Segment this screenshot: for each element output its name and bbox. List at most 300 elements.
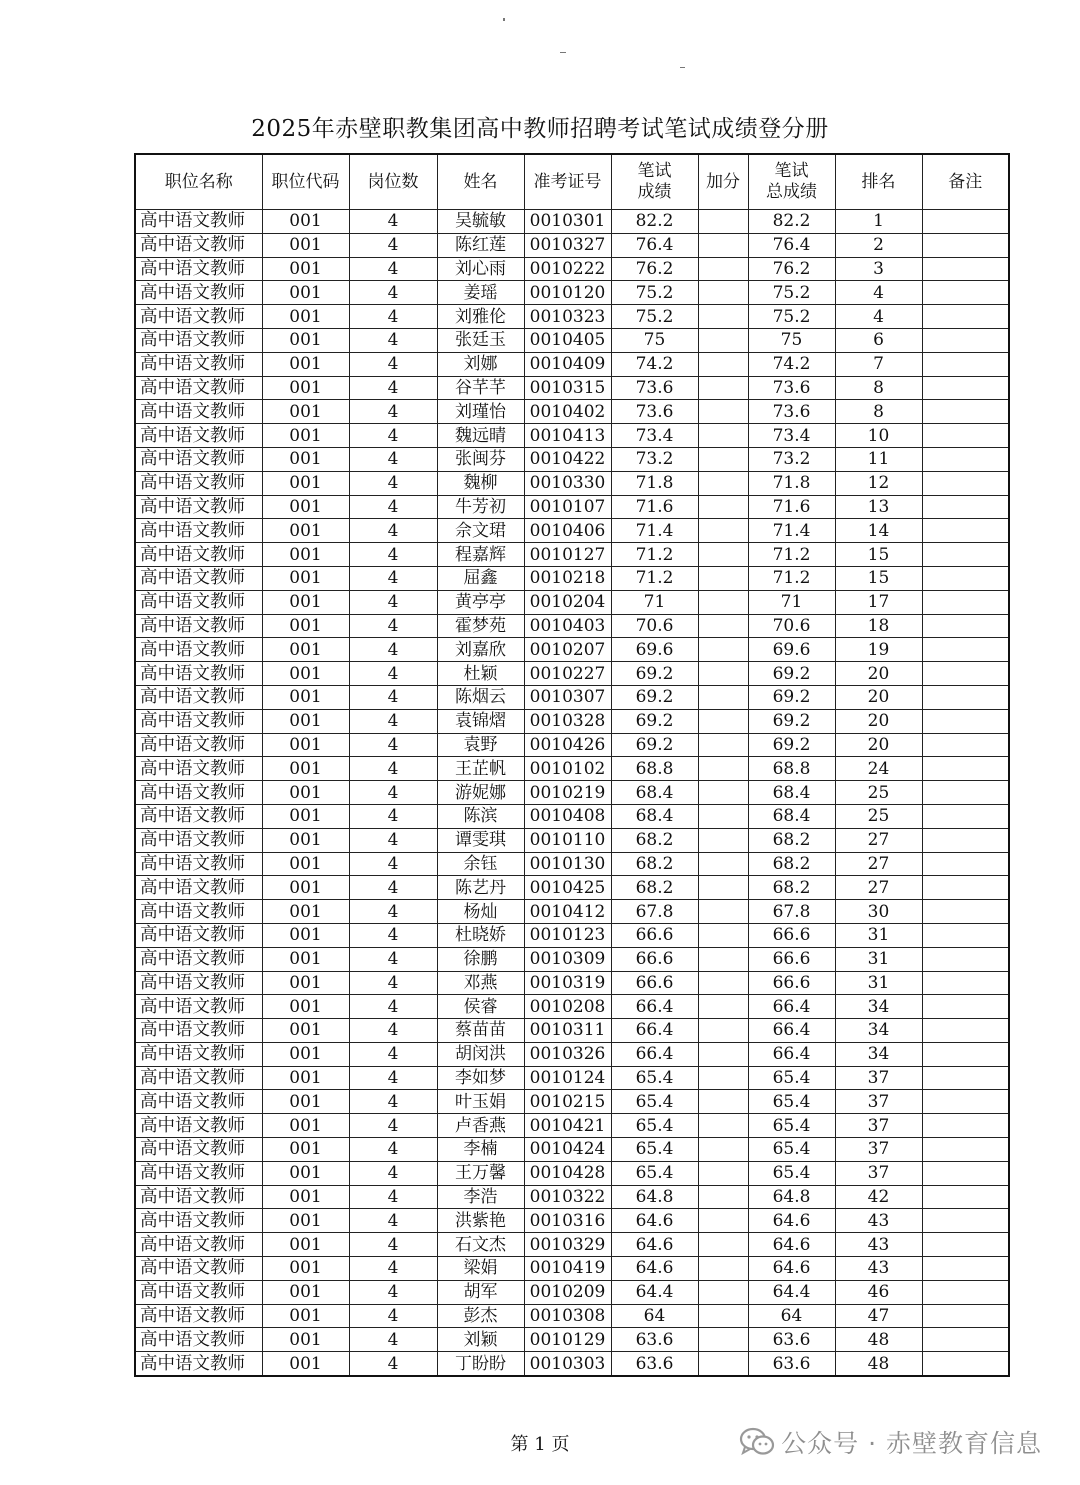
cell-position: 高中语文教师 [135,852,262,876]
cell-name: 洪紫艳 [437,1209,524,1233]
cell-quota: 4 [349,995,437,1019]
table-row [135,709,1009,733]
cell-written-score: 69.6 [611,638,698,662]
cell-remark [922,614,1009,638]
scan-speck [560,52,566,53]
cell-name: 丁盼盼 [437,1352,524,1376]
cell-bonus [698,1090,748,1114]
cell-rank: 48 [835,1352,922,1376]
cell-code: 001 [262,995,349,1019]
cell-name: 邓燕 [437,971,524,995]
cell-written-score: 66.6 [611,971,698,995]
cell-quota: 4 [349,1209,437,1233]
table-row [135,1090,1009,1114]
cell-exam-id: 0010124 [524,1066,611,1090]
cell-remark [922,923,1009,947]
cell-total-score: 73.6 [748,400,835,424]
cell-rank: 7 [835,352,922,376]
cell-written-score: 68.2 [611,852,698,876]
table-row [135,1304,1009,1328]
cell-bonus [698,923,748,947]
cell-written-score: 71.2 [611,543,698,567]
cell-exam-id: 0010227 [524,662,611,686]
cell-exam-id: 0010419 [524,1257,611,1281]
cell-total-score: 69.2 [748,662,835,686]
cell-exam-id: 0010215 [524,1090,611,1114]
cell-remark [922,1233,1009,1257]
cell-rank: 27 [835,876,922,900]
cell-bonus [698,281,748,305]
cell-remark [922,638,1009,662]
cell-bonus [698,233,748,257]
cell-rank: 19 [835,638,922,662]
cell-written-score: 66.6 [611,923,698,947]
cell-exam-id: 0010424 [524,1138,611,1162]
cell-quota: 4 [349,1042,437,1066]
cell-quota: 4 [349,876,437,900]
cell-remark [922,1066,1009,1090]
cell-exam-id: 0010326 [524,1042,611,1066]
cell-exam-id: 0010303 [524,1352,611,1376]
table-row [135,685,1009,709]
cell-total-score: 75 [748,328,835,352]
cell-bonus [698,376,748,400]
cell-position: 高中语文教师 [135,1138,262,1162]
cell-bonus [698,757,748,781]
cell-written-score: 71.2 [611,566,698,590]
cell-written-score: 64.8 [611,1185,698,1209]
cell-code: 001 [262,495,349,519]
cell-position: 高中语文教师 [135,400,262,424]
cell-total-score: 66.4 [748,995,835,1019]
cell-exam-id: 0010102 [524,757,611,781]
cell-total-score: 74.2 [748,352,835,376]
cell-position: 高中语文教师 [135,447,262,471]
cell-rank: 10 [835,424,922,448]
cell-name: 魏柳 [437,471,524,495]
cell-position: 高中语文教师 [135,1304,262,1328]
cell-position: 高中语文教师 [135,1280,262,1304]
header-name: 姓名 [437,154,524,210]
cell-rank: 25 [835,804,922,828]
header-total-score-line2: 总成绩 [766,182,817,202]
cell-quota: 4 [349,1328,437,1352]
cell-rank: 34 [835,995,922,1019]
cell-name: 牛芳初 [437,495,524,519]
cell-remark [922,1138,1009,1162]
cell-rank: 20 [835,733,922,757]
cell-written-score: 69.2 [611,709,698,733]
cell-bonus [698,1042,748,1066]
cell-rank: 4 [835,305,922,329]
cell-code: 001 [262,1185,349,1209]
cell-rank: 30 [835,900,922,924]
cell-total-score: 68.2 [748,828,835,852]
cell-name: 蔡苗苗 [437,1019,524,1043]
cell-name: 吴毓敏 [437,210,524,234]
cell-position: 高中语文教师 [135,1090,262,1114]
cell-rank: 27 [835,828,922,852]
cell-bonus [698,828,748,852]
scan-speck [503,18,505,21]
cell-exam-id: 0010204 [524,590,611,614]
cell-code: 001 [262,828,349,852]
header-written-score-line2: 成绩 [637,182,672,202]
cell-quota: 4 [349,1257,437,1281]
cell-code: 001 [262,519,349,543]
cell-rank: 25 [835,781,922,805]
cell-remark [922,352,1009,376]
cell-rank: 8 [835,400,922,424]
cell-total-score: 71.8 [748,471,835,495]
cell-rank: 20 [835,685,922,709]
cell-bonus [698,971,748,995]
cell-total-score: 65.4 [748,1161,835,1185]
cell-rank: 37 [835,1090,922,1114]
cell-bonus [698,804,748,828]
cell-code: 001 [262,1280,349,1304]
cell-code: 001 [262,566,349,590]
cell-exam-id: 0010330 [524,471,611,495]
cell-remark [922,1161,1009,1185]
cell-code: 001 [262,424,349,448]
cell-rank: 8 [835,376,922,400]
cell-bonus [698,1138,748,1162]
cell-name: 袁野 [437,733,524,757]
cell-rank: 27 [835,852,922,876]
cell-rank: 48 [835,1328,922,1352]
cell-name: 彭杰 [437,1304,524,1328]
table-row [135,1138,1009,1162]
cell-bonus [698,947,748,971]
cell-rank: 20 [835,709,922,733]
cell-name: 屈鑫 [437,566,524,590]
cell-bonus [698,876,748,900]
table-row [135,328,1009,352]
cell-rank: 14 [835,519,922,543]
header-remark: 备注 [922,154,1009,210]
cell-exam-id: 0010319 [524,971,611,995]
cell-total-score: 73.6 [748,376,835,400]
cell-written-score: 64 [611,1304,698,1328]
document-title: 2025年赤壁职教集团高中教师招聘考试笔试成绩登分册 [251,116,829,142]
cell-exam-id: 0010301 [524,210,611,234]
cell-exam-id: 0010405 [524,328,611,352]
cell-written-score: 71.8 [611,471,698,495]
table-row [135,1280,1009,1304]
cell-name: 李如梦 [437,1066,524,1090]
cell-code: 001 [262,376,349,400]
header-bonus: 加分 [698,154,748,210]
cell-remark [922,852,1009,876]
cell-bonus [698,1185,748,1209]
cell-bonus [698,210,748,234]
cell-position: 高中语文教师 [135,1328,262,1352]
cell-position: 高中语文教师 [135,1257,262,1281]
cell-rank: 47 [835,1304,922,1328]
cell-written-score: 64.6 [611,1233,698,1257]
cell-position: 高中语文教师 [135,352,262,376]
header-position-code: 职位代码 [262,154,349,210]
cell-bonus [698,1209,748,1233]
cell-remark [922,804,1009,828]
cell-position: 高中语文教师 [135,210,262,234]
cell-remark [922,757,1009,781]
table-row [135,947,1009,971]
cell-code: 001 [262,1257,349,1281]
cell-total-score: 64 [748,1304,835,1328]
cell-total-score: 65.4 [748,1066,835,1090]
cell-remark [922,210,1009,234]
cell-remark [922,1328,1009,1352]
cell-bonus [698,352,748,376]
cell-exam-id: 0010219 [524,781,611,805]
table-row [135,781,1009,805]
cell-rank: 15 [835,566,922,590]
cell-bonus [698,590,748,614]
cell-exam-id: 0010110 [524,828,611,852]
cell-name: 陈滨 [437,804,524,828]
cell-code: 001 [262,638,349,662]
cell-written-score: 67.8 [611,900,698,924]
cell-total-score: 70.6 [748,614,835,638]
cell-quota: 4 [349,947,437,971]
cell-name: 胡军 [437,1280,524,1304]
cell-written-score: 66.4 [611,995,698,1019]
cell-bonus [698,638,748,662]
cell-bonus [698,852,748,876]
table-row [135,1114,1009,1138]
cell-rank: 17 [835,590,922,614]
cell-remark [922,876,1009,900]
cell-name: 游妮娜 [437,781,524,805]
cell-quota: 4 [349,662,437,686]
cell-code: 001 [262,1304,349,1328]
cell-rank: 2 [835,233,922,257]
cell-quota: 4 [349,590,437,614]
cell-position: 高中语文教师 [135,614,262,638]
cell-total-score: 66.6 [748,971,835,995]
cell-exam-id: 0010425 [524,876,611,900]
cell-name: 姜瑶 [437,281,524,305]
table-row [135,1233,1009,1257]
table-row [135,1161,1009,1185]
cell-name: 杜颖 [437,662,524,686]
cell-bonus [698,566,748,590]
cell-written-score: 68.2 [611,828,698,852]
cell-name: 黄亭亭 [437,590,524,614]
cell-code: 001 [262,590,349,614]
table-row [135,1066,1009,1090]
cell-quota: 4 [349,447,437,471]
score-table-wrapper [134,153,1008,1377]
cell-remark [922,1280,1009,1304]
cell-remark [922,1209,1009,1233]
cell-name: 石文杰 [437,1233,524,1257]
cell-position: 高中语文教师 [135,757,262,781]
cell-rank: 13 [835,495,922,519]
cell-remark [922,447,1009,471]
table-row [135,376,1009,400]
cell-code: 001 [262,662,349,686]
cell-rank: 18 [835,614,922,638]
cell-position: 高中语文教师 [135,1019,262,1043]
table-row [135,352,1009,376]
cell-total-score: 65.4 [748,1138,835,1162]
cell-rank: 37 [835,1114,922,1138]
cell-written-score: 70.6 [611,614,698,638]
cell-code: 001 [262,281,349,305]
cell-rank: 6 [835,328,922,352]
cell-exam-id: 0010403 [524,614,611,638]
cell-quota: 4 [349,614,437,638]
cell-position: 高中语文教师 [135,1066,262,1090]
header-position-name: 职位名称 [135,154,262,210]
cell-code: 001 [262,971,349,995]
cell-total-score: 64.6 [748,1257,835,1281]
cell-position: 高中语文教师 [135,709,262,733]
cell-code: 001 [262,733,349,757]
cell-written-score: 73.2 [611,447,698,471]
cell-position: 高中语文教师 [135,233,262,257]
cell-position: 高中语文教师 [135,947,262,971]
cell-name: 霍梦苑 [437,614,524,638]
table-row [135,1209,1009,1233]
cell-code: 001 [262,757,349,781]
cell-written-score: 71 [611,590,698,614]
cell-quota: 4 [349,210,437,234]
cell-code: 001 [262,471,349,495]
cell-total-score: 71.2 [748,543,835,567]
cell-written-score: 65.4 [611,1066,698,1090]
cell-position: 高中语文教师 [135,733,262,757]
cell-quota: 4 [349,804,437,828]
cell-exam-id: 0010329 [524,1233,611,1257]
cell-name: 袁锦熠 [437,709,524,733]
cell-total-score: 64.6 [748,1209,835,1233]
table-row [135,733,1009,757]
cell-written-score: 63.6 [611,1352,698,1376]
header-quota: 岗位数 [349,154,437,210]
cell-quota: 4 [349,1352,437,1376]
cell-bonus [698,305,748,329]
cell-written-score: 69.2 [611,733,698,757]
cell-quota: 4 [349,1280,437,1304]
cell-name: 李浩 [437,1185,524,1209]
cell-total-score: 69.6 [748,638,835,662]
cell-written-score: 68.4 [611,781,698,805]
cell-name: 李楠 [437,1138,524,1162]
cell-position: 高中语文教师 [135,471,262,495]
cell-total-score: 66.6 [748,923,835,947]
cell-quota: 4 [349,1233,437,1257]
cell-code: 001 [262,1138,349,1162]
cell-remark [922,233,1009,257]
cell-total-score: 82.2 [748,210,835,234]
cell-quota: 4 [349,638,437,662]
cell-bonus [698,328,748,352]
cell-total-score: 75.2 [748,305,835,329]
cell-remark [922,376,1009,400]
cell-code: 001 [262,1328,349,1352]
cell-bonus [698,995,748,1019]
cell-quota: 4 [349,1304,437,1328]
cell-total-score: 64.6 [748,1233,835,1257]
cell-total-score: 63.6 [748,1328,835,1352]
cell-written-score: 63.6 [611,1328,698,1352]
cell-written-score: 75 [611,328,698,352]
cell-remark [922,1019,1009,1043]
cell-rank: 4 [835,281,922,305]
cell-exam-id: 0010107 [524,495,611,519]
cell-rank: 31 [835,971,922,995]
cell-rank: 1 [835,210,922,234]
cell-quota: 4 [349,257,437,281]
cell-exam-id: 0010413 [524,424,611,448]
cell-written-score: 76.2 [611,257,698,281]
cell-quota: 4 [349,923,437,947]
cell-rank: 31 [835,947,922,971]
cell-quota: 4 [349,1114,437,1138]
cell-name: 佘文珺 [437,519,524,543]
table-row [135,900,1009,924]
cell-total-score: 69.2 [748,709,835,733]
cell-position: 高中语文教师 [135,995,262,1019]
cell-written-score: 76.4 [611,233,698,257]
table-row [135,210,1009,234]
cell-code: 001 [262,1066,349,1090]
cell-remark [922,828,1009,852]
cell-code: 001 [262,1233,349,1257]
cell-written-score: 75.2 [611,281,698,305]
cell-name: 陈红莲 [437,233,524,257]
cell-exam-id: 0010209 [524,1280,611,1304]
cell-total-score: 66.4 [748,1042,835,1066]
cell-position: 高中语文教师 [135,1042,262,1066]
cell-quota: 4 [349,852,437,876]
cell-exam-id: 0010308 [524,1304,611,1328]
cell-position: 高中语文教师 [135,1185,262,1209]
cell-name: 胡闵洪 [437,1042,524,1066]
cell-bonus [698,1233,748,1257]
table-row [135,257,1009,281]
cell-position: 高中语文教师 [135,662,262,686]
cell-code: 001 [262,447,349,471]
table-row [135,447,1009,471]
cell-written-score: 66.4 [611,1042,698,1066]
cell-exam-id: 0010412 [524,900,611,924]
cell-remark [922,709,1009,733]
table-row [135,1042,1009,1066]
cell-written-score: 65.4 [611,1090,698,1114]
cell-remark [922,257,1009,281]
cell-written-score: 71.4 [611,519,698,543]
cell-code: 001 [262,781,349,805]
cell-remark [922,781,1009,805]
cell-bonus [698,257,748,281]
cell-position: 高中语文教师 [135,424,262,448]
cell-name: 刘雅伦 [437,305,524,329]
cell-name: 谭雯琪 [437,828,524,852]
cell-total-score: 68.4 [748,804,835,828]
cell-code: 001 [262,614,349,638]
cell-total-score: 76.2 [748,257,835,281]
cell-bonus [698,1161,748,1185]
cell-code: 001 [262,543,349,567]
cell-code: 001 [262,709,349,733]
table-row [135,1257,1009,1281]
cell-bonus [698,1114,748,1138]
